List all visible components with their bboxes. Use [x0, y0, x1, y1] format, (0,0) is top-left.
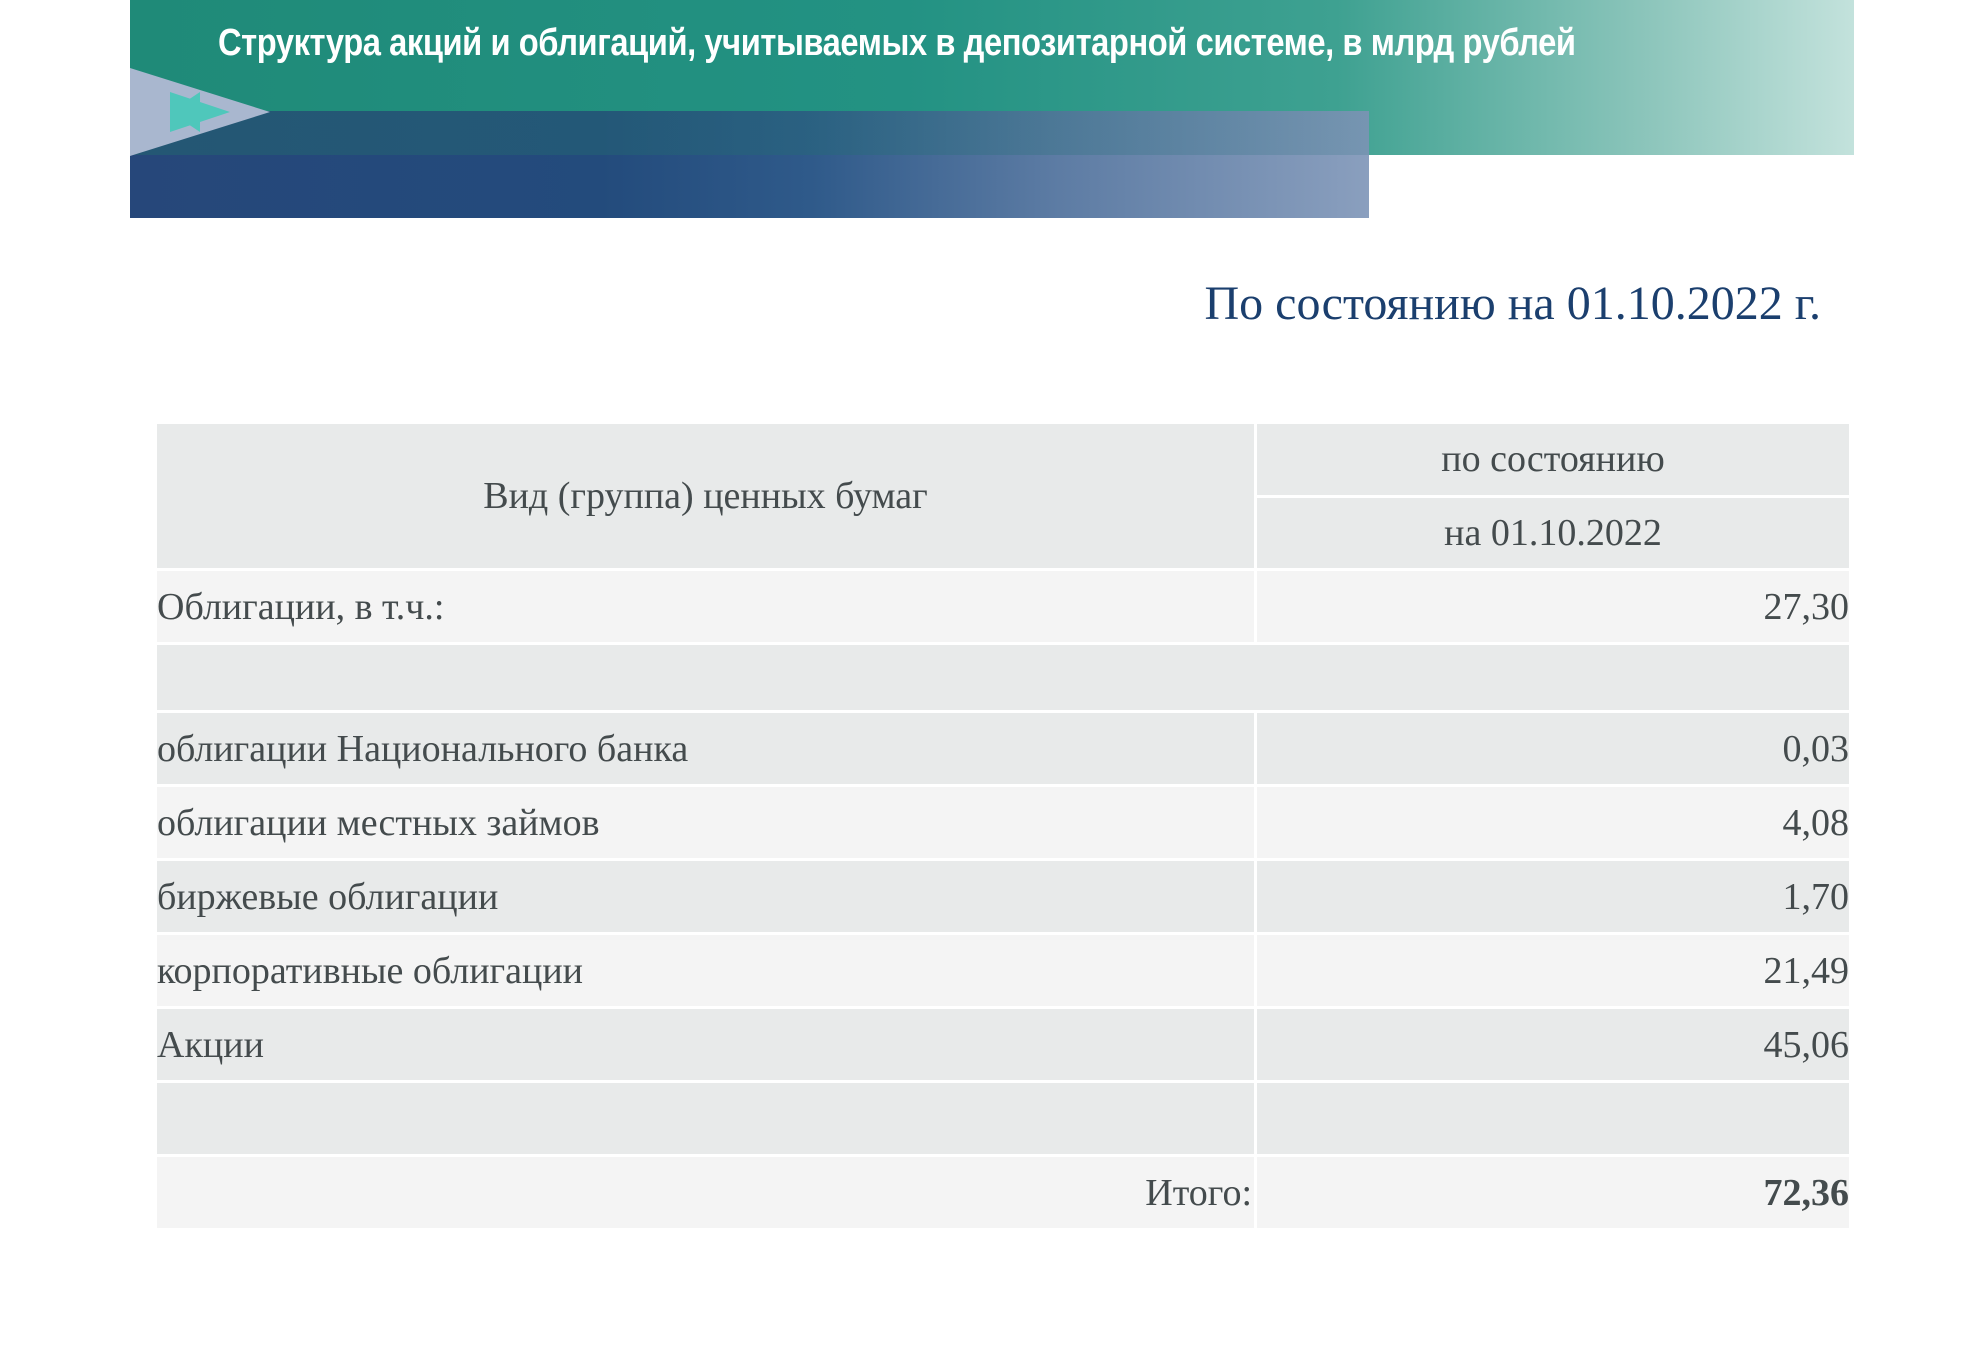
- total-value: 72,36: [1256, 1156, 1851, 1230]
- row-value: 27,30: [1256, 570, 1851, 644]
- table-row-total: [156, 1156, 1851, 1230]
- table-row-empty: [156, 1082, 1851, 1156]
- table-row: [156, 934, 1851, 1008]
- column-header-date-line1: по состоянию: [1256, 423, 1851, 497]
- securities-table: [154, 421, 1849, 1231]
- row-value: 4,08: [1256, 786, 1851, 860]
- table-row: [156, 860, 1851, 934]
- empty-cell: [156, 1082, 1256, 1156]
- column-header-date-line2: на 01.10.2022: [1256, 496, 1851, 570]
- table-row: [156, 712, 1851, 786]
- row-label: корпоративные облигации: [156, 934, 1256, 1008]
- header-banner: [130, 0, 1854, 218]
- as-of-date: По состоянию на 01.10.2022 г.: [1204, 277, 1821, 330]
- table-row-shares: [156, 1008, 1851, 1082]
- row-label: Акции: [156, 1008, 1256, 1082]
- table-row-spacer: [156, 644, 1851, 712]
- arrow-accent-icon: [170, 92, 230, 132]
- table-row-bonds-total: [156, 570, 1851, 644]
- row-label: биржевые облигации: [156, 860, 1256, 934]
- row-value: 0,03: [1256, 712, 1851, 786]
- row-label: Облигации, в т.ч.:: [156, 570, 1256, 644]
- empty-cell: [156, 644, 1851, 712]
- banner-overlay: [130, 111, 1369, 155]
- page-title: Структура акций и облигаций, учитываемых в депозитарной системе, в млрд рублей: [218, 22, 1576, 64]
- row-value: 45,06: [1256, 1008, 1851, 1082]
- total-label: Итого:: [156, 1156, 1256, 1230]
- empty-cell: [1256, 1082, 1851, 1156]
- table-row: [156, 786, 1851, 860]
- row-value: 1,70: [1256, 860, 1851, 934]
- row-label: облигации местных займов: [156, 786, 1256, 860]
- column-header-type: Вид (группа) ценных бумаг: [156, 423, 1256, 570]
- row-label: облигации Национального банка: [156, 712, 1256, 786]
- row-value: 21,49: [1256, 934, 1851, 1008]
